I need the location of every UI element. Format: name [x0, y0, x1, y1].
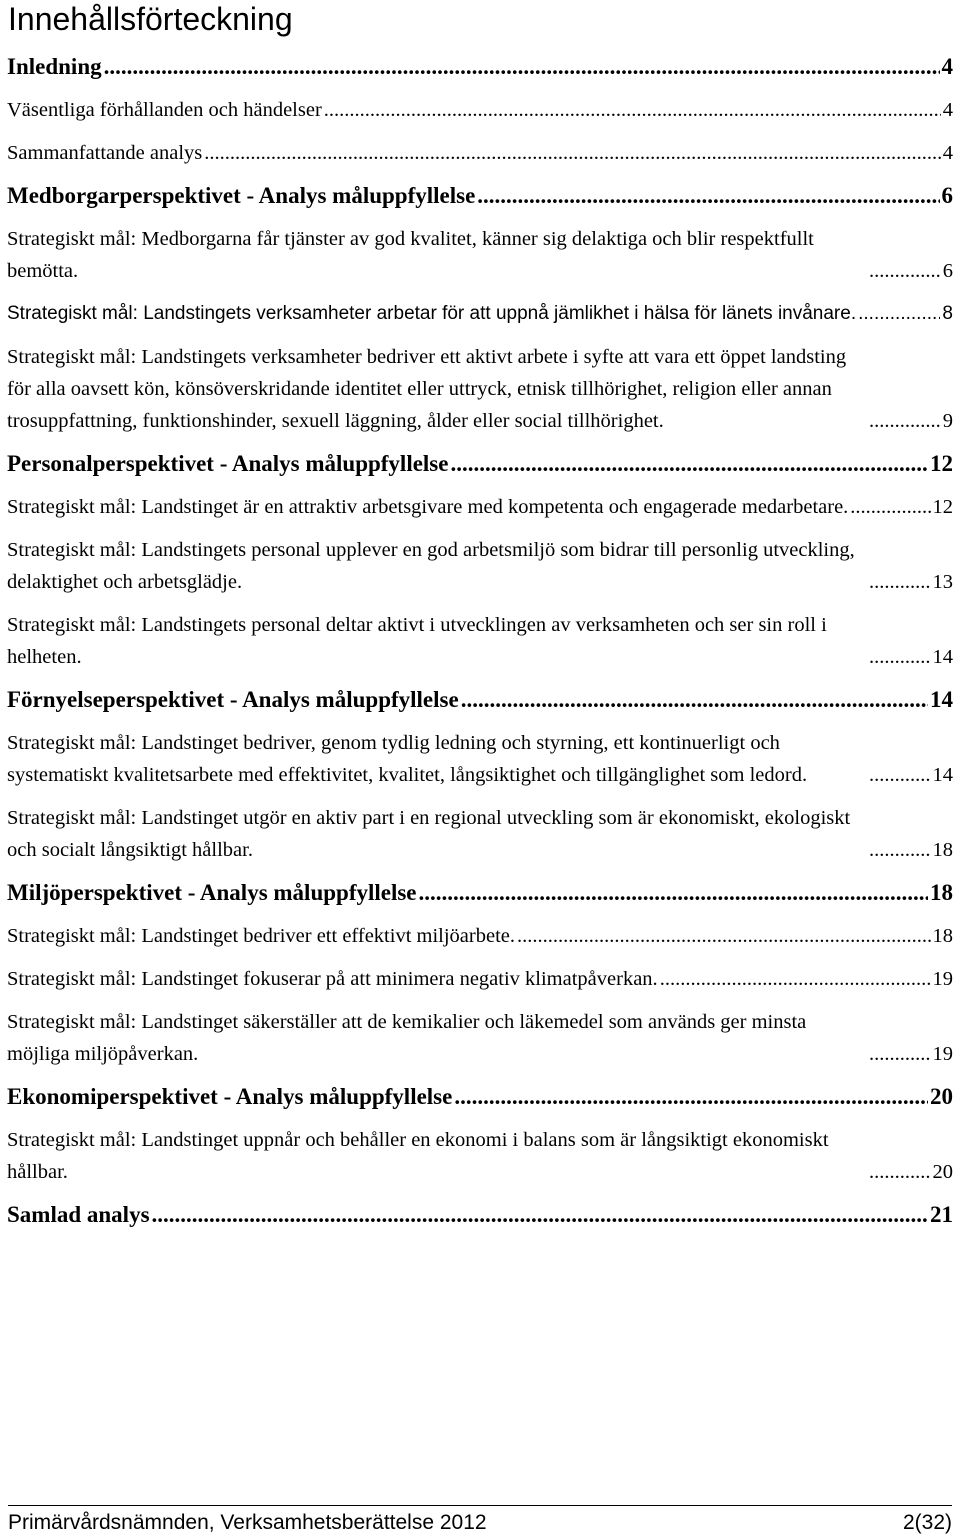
toc-entry-sammanfattande-analys[interactable]	[7, 137, 953, 169]
toc-entry-text: Strategiskt mål: Landstinget bedriver, genom tydlig ledning och styrning, ett kontinuerligt och systematiskt kvalitetsarbete med effektivitet, kvalitet, långsiktighet och tillgänglighet som ledord.	[7, 732, 808, 786]
dot-leader	[102, 51, 940, 83]
toc-page-number: 4	[942, 142, 953, 164]
dot-leader	[417, 877, 928, 909]
dot-leader	[867, 834, 931, 866]
dot-leader	[452, 1081, 928, 1113]
toc-page-number: 4	[941, 54, 953, 79]
dot-leader	[459, 684, 928, 716]
toc-page-number: 12	[932, 496, 953, 518]
toc-entry-text: Sammanfattande analys	[7, 142, 203, 164]
dot-leader	[867, 255, 941, 287]
toc-page-number: 20	[932, 1161, 953, 1183]
toc-entry-text: Strategiskt mål: Medborgarna får tjänster av god kvalitet, känner sig delaktiga och blir respektfullt bemötta.	[7, 228, 814, 282]
toc-entry-fornyelseperspektivet[interactable]	[7, 684, 953, 716]
toc-entry-text: Strategiskt mål: Landstinget uppnår och behåller en ekonomi i balans som är långsiktigt ekonomiskt hållbar.	[7, 1129, 829, 1183]
dot-leader	[867, 1156, 931, 1188]
toc-page-number: 20	[930, 1084, 953, 1109]
dot-leader	[202, 137, 940, 169]
page-title: Innehållsförteckning	[8, 1, 293, 37]
toc-entry-kvalitetsarbete[interactable]	[7, 727, 953, 791]
toc-entry-text: Strategiskt mål: Landstinget fokuserar på att minimera negativ klimatpåverkan.	[7, 968, 658, 990]
toc-entry-personalperspektivet[interactable]	[7, 448, 953, 480]
toc-page-number: 13	[932, 571, 953, 593]
toc-page-number: 18	[932, 925, 953, 947]
dot-leader	[867, 1038, 931, 1070]
toc-entry-text: Strategiskt mål: Landstinget bedriver ett effektivt miljöarbete.	[7, 925, 515, 947]
toc-entry-oppet-landsting[interactable]	[7, 341, 953, 437]
dot-leader	[867, 566, 931, 598]
toc-entry-kemikalier-lakemedel[interactable]	[7, 1006, 953, 1070]
toc-entry-text: Inledning	[7, 54, 102, 79]
table-of-contents	[7, 51, 953, 1242]
dot-leader	[322, 94, 941, 126]
toc-entry-text: Ekonomiperspektivet - Analys måluppfyllelse	[7, 1084, 453, 1109]
dot-leader	[867, 405, 941, 437]
toc-entry-attraktiv-arbetsgivare[interactable]	[7, 491, 953, 523]
toc-page-number: 18	[932, 839, 953, 861]
toc-page-number: 4	[942, 99, 953, 121]
toc-entry-effektivt-miljoarbete[interactable]	[7, 920, 953, 952]
toc-entry-regional-utveckling[interactable]	[7, 802, 953, 866]
toc-page-number: 9	[942, 410, 953, 432]
toc-entry-medborgarperspektivet[interactable]	[7, 180, 953, 212]
toc-entry-ekonomiperspektivet[interactable]	[7, 1081, 953, 1113]
toc-page-number: 6	[942, 260, 953, 282]
toc-entry-miljoperspektivet[interactable]	[7, 877, 953, 909]
dot-leader	[475, 180, 939, 212]
toc-entry-medborgarna-kvalitet[interactable]	[7, 223, 953, 287]
toc-entry-text: Medborgarperspektivet - Analys måluppfyllelse	[7, 183, 476, 208]
toc-entry-jamlikhet-halsa[interactable]	[7, 298, 953, 330]
toc-entry-text: Strategiskt mål: Landstingets personal upplever en god arbetsmiljö som bidrar till personlig utveckling, delaktighet och arbetsglädje.	[7, 539, 855, 593]
toc-entry-text: Personalperspektivet - Analys måluppfyllelse	[7, 451, 449, 476]
toc-entry-text: Strategiskt mål: Landstinget utgör en aktiv part i en regional utveckling som är ekonomiskt, ekologiskt och socialt långsiktigt hållbar.	[7, 807, 851, 861]
footer-document-name: Primärvårdsnämnden, Verksamhetsberättelse 2012	[8, 1511, 487, 1534]
toc-page-number: 12	[930, 451, 953, 476]
toc-entry-text: Strategiskt mål: Landstinget säkerställer att de kemikalier och läkemedel som används ger minsta möjliga miljöpåverkan.	[7, 1011, 807, 1065]
toc-entry-god-arbetsmiljo[interactable]	[7, 534, 953, 598]
toc-page-number: 8	[942, 303, 953, 324]
footer-page-number: 2(32)	[902, 1511, 952, 1534]
toc-entry-text: Strategiskt mål: Landstinget är en attraktiv arbetsgivare med kompetenta och engagerade medarbetare.	[7, 496, 849, 518]
toc-entry-personal-deltar[interactable]	[7, 609, 953, 673]
dot-leader	[448, 448, 928, 480]
dot-leader	[150, 1199, 928, 1231]
toc-entry-ekonomi-i-balans[interactable]	[7, 1124, 953, 1188]
toc-entry-klimatpaverkan[interactable]	[7, 963, 953, 995]
dot-leader	[856, 298, 940, 330]
dot-leader	[867, 641, 931, 673]
toc-page-number: 6	[941, 183, 953, 208]
page-footer	[8, 1505, 952, 1536]
dot-leader	[867, 759, 931, 791]
toc-entry-text: Miljöperspektivet - Analys måluppfyllelse	[7, 880, 417, 905]
toc-entry-text: Förnyelseperspektivet - Analys måluppfyllelse	[7, 687, 459, 712]
toc-entry-text: Strategiskt mål: Landstingets verksamheter arbetar för att uppnå jämlikhet i hälsa för länets invånare.	[7, 303, 857, 324]
toc-page-number: 14	[930, 687, 953, 712]
toc-entry-inledning[interactable]	[7, 51, 953, 83]
toc-entry-text: Samlad analys	[7, 1202, 150, 1227]
toc-entry-vasentliga-forhallanden[interactable]	[7, 94, 953, 126]
toc-page-number: 19	[932, 968, 953, 990]
toc-entry-text: Strategiskt mål: Landstingets personal deltar aktivt i utvecklingen av verksamheten och ser sin roll i helheten.	[7, 614, 827, 668]
toc-page-number: 19	[932, 1043, 953, 1065]
toc-page-number: 18	[930, 880, 953, 905]
toc-page-number: 14	[932, 646, 953, 668]
toc-entry-text: Strategiskt mål: Landstingets verksamheter bedriver ett aktivt arbete i syfte att vara ett öppet landsting för alla oavsett kön, könsöverskridande identitet eller uttryck, etnisk tillhörighet, religion eller annan trosuppfattning, funktionshinder, sexuell läggning, ålder eller social tillhörighet.	[7, 346, 847, 432]
toc-page-number: 14	[932, 764, 953, 786]
dot-leader	[848, 491, 930, 523]
toc-page-number: 21	[930, 1202, 953, 1227]
dot-leader	[515, 920, 931, 952]
dot-leader	[658, 963, 931, 995]
toc-entry-samlad-analys[interactable]	[7, 1199, 953, 1231]
toc-entry-text: Väsentliga förhållanden och händelser	[7, 99, 322, 121]
